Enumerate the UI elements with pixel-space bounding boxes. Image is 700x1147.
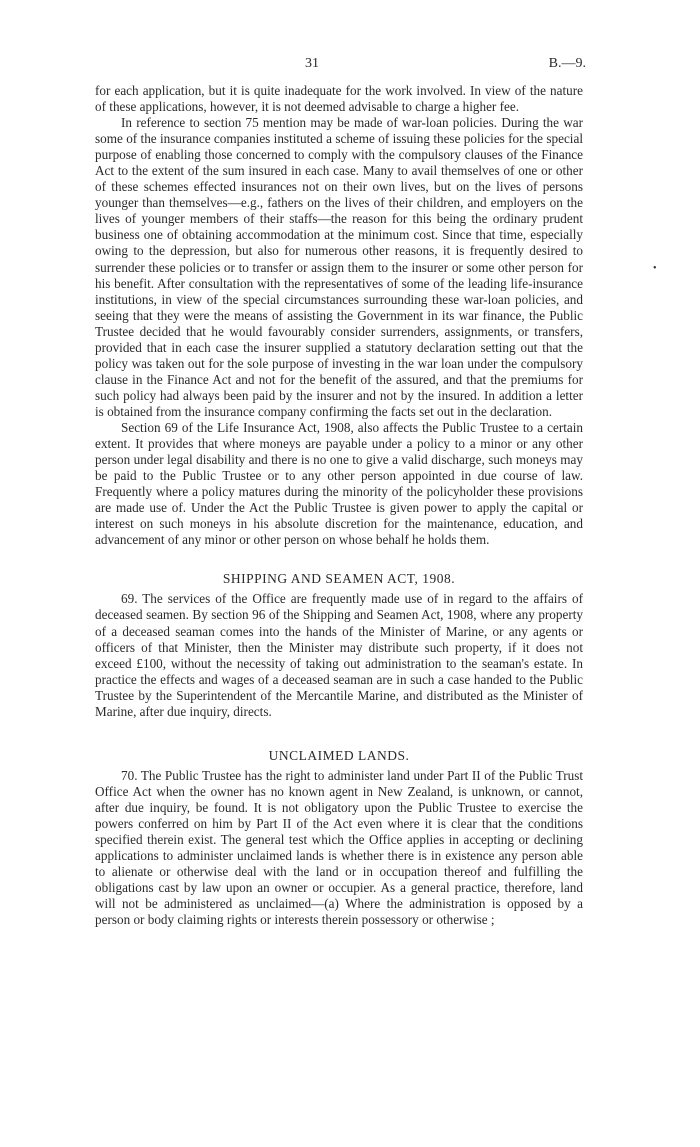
paragraph-continuation: for each application, but it is quite inadequate for the work involved. In view of the nature of these applications, however, it is not deemed advisable to charge a higher fee.: [95, 83, 583, 115]
paragraph-70-unclaimed-lands: 70. The Public Trustee has the right to administer land under Part II of the Public Trust Office Act when the owner has no known agent in New Zealand, is unknown, or cannot, after due inquiry, be found. It is not obligatory upon the Public Trustee to exercise the powers conferred on him by Part II of the Act even where it is clear that the conditions specified therein exist. The general test which the Office applies in accepting or declining applications to administer unclaimed lands is whether there is in existence any person able to alienate or otherwise deal with the land or in occupation thereof and fulfilling the obligations cast by law upon an owner or occupier. As a general practice, therefore, land will not be administered as unclaimed—(a) Where the administration is opposed by a person or body claiming rights or interests therein possessory or otherwise ;: [95, 767, 583, 928]
document-reference: B.—9.: [548, 56, 586, 71]
heading-unclaimed-lands: UNCLAIMED LANDS.: [268, 747, 410, 763]
paragraph-section-69: Section 69 of the Life Insurance Act, 1908, also affects the Public Trustee to a certain extent. It provides that where moneys are payable under a policy to a minor or any other person under legal disability and there is no one to give a valid discharge, such moneys may be paid to the Public Trustee or to any other person appointed in due course of law. Frequently where a policy matures during the minority of the policyholder these provisions are made use of. Under the Act the Public Trustee is given power to apply the capital or interest on such moneys in his absolute discretion for the maintenance, education, and advancement of any minor or other person on whose behalf he holds them.: [95, 419, 583, 548]
page-number: 31: [305, 56, 319, 71]
heading-shipping-and-seamen-act: SHIPPING AND SEAMEN ACT, 1908.: [222, 571, 456, 587]
page-body: [95, 83, 583, 928]
margin-mark: •: [653, 263, 657, 274]
paragraph-69-deceased-seamen: 69. The services of the Office are frequently made use of in regard to the affairs of deceased seamen. By section 96 of the Shipping and Seamen Act, 1908, where any property of a deceased seaman comes into the hands of the Minister of Marine, or any agents or officers of that Minister, then the Minister may distribute such property, if it does not exceed £100, without the necessity of taking out administration to the seaman's estate. In practice the effects and wages of a deceased seaman are in such a case handed to the Public Trustee by the Superintendent of the Mercantile Marine, and distributed as the Minister of Marine, after due inquiry, directs.: [95, 591, 583, 719]
paragraph-war-loan-policies: In reference to section 75 mention may be made of war-loan policies. During the war some of the insurance companies instituted a scheme of issuing these policies for the special purpose of enabling those concerned to comply with the compulsory clauses of the Finance Act to the extent of the sum insured in each case. Many to avail themselves of one or other of these schemes effected insurances not on their own lives, but on the lives of persons younger than themselves—e.g., fathers on the lives of their children, and employers on the lives of younger members of their staffs—the reason for this being the ordinary prudent business one of obtaining accommodation at the minimum cost. Since that time, especially owing to the depression, but also for numerous other reasons, it is frequently desired to surrender these policies or to transfer or assign them to the insurer or some other person for his benefit. After consultation with the representatives of some of the leading life-insurance institutions, in view of the special circumstances surrounding these war-loan policies, and seeing that they were the means of assisting the Government in its war finance, the Public Trustee decided that he would favourably consider surrenders, assignments, or transfers, provided that in each case the insurer supplied a statutory declaration setting out that the policy was taken out for the sole purpose of investing in the war loan under the compulsory clause in the Finance Act and not for the benefit of the assured, and that the premiums for such policy had always been paid by the insurer and not by the insured. In addition a letter is obtained from the insurance company confirming the facts set out in the declaration.: [95, 115, 583, 419]
